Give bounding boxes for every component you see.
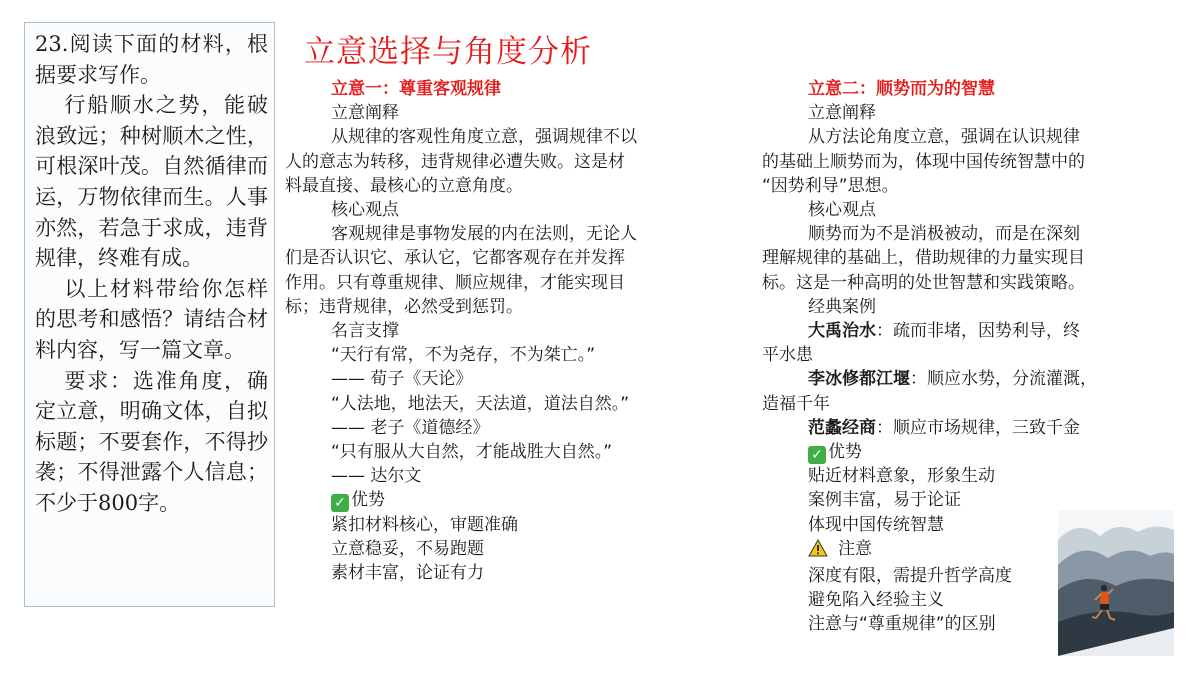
advantage-item: 贴近材料意象，形象生动 <box>808 466 995 487</box>
angle-one-core-line: 们是否认识它、承认它，它都客观存在并发挥 <box>285 248 625 269</box>
case-item: 李冰修都江堰：顺应水势，分流灌溉， <box>808 369 1097 390</box>
prompt-material: 行船顺水之势，能破浪致远；种树顺木之性，可根深叶茂。自然循律而运，万物依律而生。人事亦然，若急于求成，违背规律，终难有成。 <box>35 93 268 271</box>
prompt-question: 23.阅读下面的材料，根据要求写作。 <box>35 32 268 87</box>
angle-one-explain-line: 料最直接、最核心的立意角度。 <box>285 175 523 196</box>
case-item: 大禹治水：疏而非堵，因势利导，终 <box>808 321 1080 342</box>
angle-one-core-line: 标；违背规律，必然受到惩罚。 <box>285 296 523 317</box>
angle-two-advantage-label: ✓ 优势 <box>762 440 1097 464</box>
angle-two-explain-line: 的基础上顺势而为，体现中国传统智慧中的 <box>762 151 1085 172</box>
angle-one-quotes-label: 名言支撑 <box>331 321 399 342</box>
note-item: 注意与“尊重规律”的区别 <box>808 614 996 635</box>
angle-one-explain-label: 立意阐释 <box>331 103 399 124</box>
advantage-item: 案例丰富，易于论证 <box>808 490 961 511</box>
page-title: 立意选择与角度分析 <box>304 34 592 70</box>
angle-two-core-line: 顺势而为不是消极被动，而是在深刻 <box>808 224 1080 245</box>
angle-two-core-line: 标。这是一种高明的处世智慧和实践策略。 <box>762 272 1085 293</box>
angle-two-cases-label: 经典案例 <box>808 296 876 317</box>
angle-two-explain-label: 立意阐释 <box>808 103 876 124</box>
angle-two-core-line: 理解规律的基础上，借助规律的力量实现目 <box>762 248 1085 269</box>
angle-two-note-label: 注意 <box>762 537 1097 564</box>
angle-two-heading: 立意二：顺势而为的智慧 <box>808 79 995 99</box>
angle-two-explain-line: “因势利导”思想。 <box>762 175 899 196</box>
advantage-item: 素材丰富，论证有力 <box>331 563 484 584</box>
quote-source: —— 老子《道德经》 <box>331 417 490 438</box>
warning-icon <box>808 539 828 564</box>
prompt-task: 以上材料带给你怎样的思考和感悟？请结合材料内容，写一篇文章。 <box>35 276 268 362</box>
angle-one-explain-line: 从规律的客观性角度立意，强调规律不以 <box>331 127 637 148</box>
case-item-continued: 平水患 <box>762 345 813 366</box>
advantage-item: 立意稳妥，不易跑题 <box>331 538 484 559</box>
angle-one-explain-line: 人的意志为转移，违背规律必遭失败。这是材 <box>285 151 625 172</box>
check-icon: ✓ <box>808 446 826 464</box>
quote-source: —— 达尔文 <box>331 466 422 487</box>
check-icon: ✓ <box>331 494 349 512</box>
quote-line: “天行有常，不为尧存，不为桀亡。” <box>331 345 596 366</box>
angle-one-core-line: 客观规律是事物发展的内在法则，无论人 <box>331 224 637 245</box>
angle-one-advantage-label: ✓ 优势 <box>285 488 637 512</box>
angle-one-heading: 立意一：尊重客观规律 <box>331 79 501 99</box>
note-item: 深度有限，需提升哲学高度 <box>808 566 1012 587</box>
angle-two-explain-line: 从方法论角度立意，强调在认识规律 <box>808 127 1080 148</box>
angle-one-core-label: 核心观点 <box>331 200 399 221</box>
angle-two-core-label: 核心观点 <box>808 200 876 221</box>
note-item: 避免陷入经验主义 <box>808 590 944 611</box>
quote-source: —— 荀子《天论》 <box>331 369 473 390</box>
angle-two-column <box>762 77 1097 637</box>
angle-one-column <box>285 77 637 585</box>
writing-prompt-box <box>24 22 275 607</box>
advantage-item: 体现中国传统智慧 <box>808 514 944 535</box>
advantage-item: 紧扣材料核心，审题准确 <box>331 514 518 535</box>
quote-line: “只有服从大自然，才能战胜大自然。” <box>331 442 613 463</box>
case-item: 范蠡经商：顺应市场规律，三致千金 <box>808 417 1080 438</box>
prompt-requirements: 要求：选准角度，确定立意，明确文体，自拟标题；不要套作，不得抄袭；不得泄露个人信息；不少于800字。 <box>35 368 268 515</box>
angle-one-core-line: 作用。只有尊重规律、顺应规律，才能实现目 <box>285 272 625 293</box>
quote-line: “人法地，地法天，天法道，道法自然。” <box>331 393 630 414</box>
runner-mountain-illustration <box>1058 510 1174 656</box>
case-item-continued: 造福千年 <box>762 393 830 414</box>
